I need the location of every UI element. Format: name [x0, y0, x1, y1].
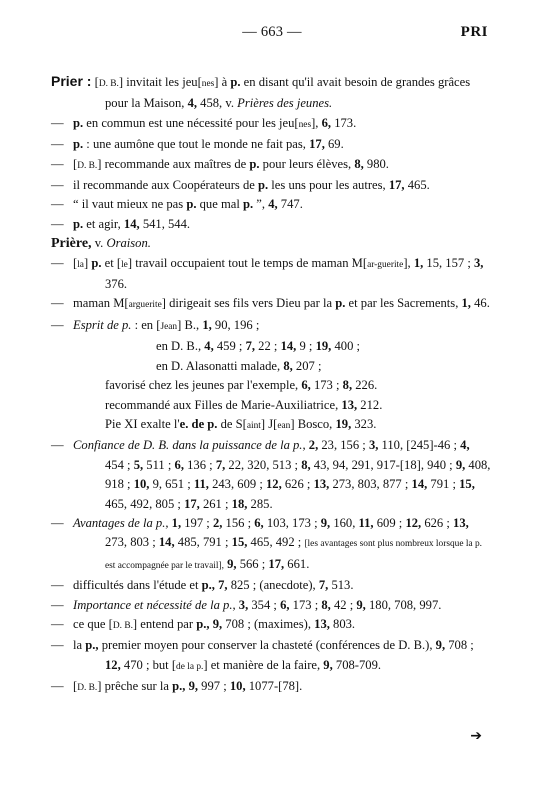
page-header	[0, 24, 544, 44]
index-entry: — ce que [D. B.] entend par p., 9, 708 ; (maximes), 13, 803.	[51, 616, 356, 631]
index-content	[51, 72, 491, 699]
page-number: — 663 —	[242, 24, 302, 40]
index-entry: — “ il vaut mieux ne pas p. que mal p. ”, 4, 747.	[51, 197, 303, 212]
index-entry: — p. : une aumône que tout le monde ne fait pas, 17, 69.	[51, 137, 344, 152]
index-entry: — maman M[arguerite] dirigeait ses fils vers Dieu par la p. et par les Sacrements, 1, 46.	[51, 296, 490, 311]
index-entry: — la p., premier moyen pour conserver la chasteté (conférences de D. B.), 9, 708 ; 12, 470 ; but [de la p.] et manière de la faire, 9, 708-709.	[51, 638, 474, 672]
index-entry-prier: Prier : [D. B.] invitait les jeu[nes] à p. en disant qu'il avait besoin de grandes grâces pour la Maison, 4, 458, v. Prières des jeunes.	[51, 73, 471, 111]
headword: Prière,	[51, 236, 92, 252]
index-entry: — difficultés dans l'étude et p., 7, 825 ; (anecdote), 7, 513.	[51, 578, 354, 593]
index-subline: favorisé chez les jeunes par l'exemple, 6, 173 ; 8, 226.	[105, 378, 378, 393]
index-subline: en D. B., 4, 459 ; 7, 22 ; 14, 9 ; 19, 400 ;	[156, 339, 361, 354]
index-entry: — il recommande aux Coopérateurs de p. les uns pour les autres, 17, 465.	[51, 178, 430, 193]
index-entry-confiance: — Confiance de D. B. dans la puissance de la p., 2, 23, 156 ; 3, 110, [245]-46 ; 4, 454 ; 5, 511 ; 6, 136 ; 7, 22, 320, 513 ; 8, 43, 94, 291, 917-[18], 940 ; 9, 408, 918 ; 10, 9, 651 ; 11, 243, 609 ; 12, 626 ; 13, 273, 803, 877 ; 14, 791 ; 15, 465, 492, 805 ; 17, 261 ; 18, 285.	[51, 438, 491, 511]
index-subline: Pie XI exalte l'e. de p. de S[aint] J[ean] Bosco, 19, 323.	[105, 416, 377, 431]
index-entry-avantages: — Avantages de la p., 1, 197 ; 2, 156 ; 6, 103, 173 ; 9, 160, 11, 609 ; 12, 626 ; 13, 273, 803 ; 14, 485, 791 ; 15, 465, 492 ; [les avantages sont plus nombreux lorsque la p. est accompagnée par le travail], 9, 566 ; 17, 661.	[51, 515, 483, 571]
index-entry-esprit: — Esprit de p. : en [Jean] B., 1, 90, 196 ;	[51, 317, 260, 332]
index-entry: — [la] p. et [le] travail occupaient tout le temps de maman M[ar-guerite], 1, 15, 157 ; 3, 376.	[51, 255, 484, 292]
index-entry: — [D. B.] recommande aux maîtres de p. pour leurs élèves, 8, 980.	[51, 156, 389, 171]
index-subline: recommandé aux Filles de Marie-Auxiliatrice, 13, 212.	[105, 397, 383, 412]
index-entry: — p. et agir, 14, 541, 544.	[51, 216, 191, 231]
right-arrow-icon: ➔	[470, 728, 482, 744]
headword: Prier :	[51, 73, 92, 89]
index-subline: en D. Alasonatti malade, 8, 207 ;	[156, 358, 322, 373]
index-entry: — [D. B.] prêche sur la p., 9, 997 ; 10, 1077-[78].	[51, 679, 303, 694]
index-entry-importance: — Importance et nécessité de la p., 3, 354 ; 6, 173 ; 8, 42 ; 9, 180, 708, 997.	[51, 597, 442, 612]
index-entry: — p. en commun est une nécessité pour les jeu[nes], 6, 173.	[51, 115, 357, 130]
index-entry-priere: Prière, v. Oraison.	[51, 236, 151, 252]
section-tag: PRI	[460, 24, 488, 40]
